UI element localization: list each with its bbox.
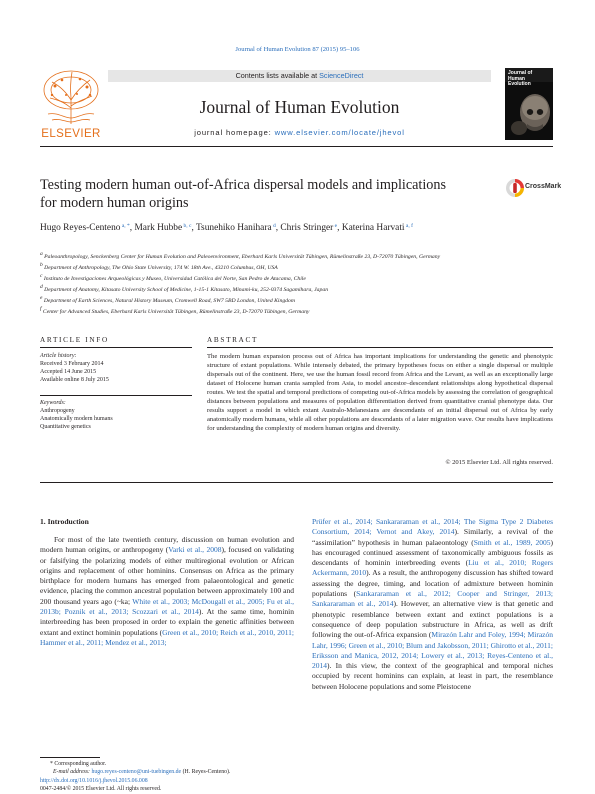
- abstract-heading: ABSTRACT: [207, 336, 259, 344]
- affiliation-marker: c: [40, 273, 44, 279]
- keywords-label: Keywords:: [40, 400, 66, 406]
- contents-bar: [108, 70, 491, 82]
- affiliation-marker: f: [40, 306, 43, 312]
- history-label: Article history:: [40, 353, 77, 359]
- footnote-corresponding: * Corresponding author.: [50, 761, 107, 767]
- affiliation-text: Department of Anthropology, The Ohio State University, 174 W. 18th Ave., 43210 Columbus, OH, USA: [44, 265, 278, 271]
- abstract-rule-top: [207, 347, 553, 348]
- article-info-heading: ARTICLE INFO: [40, 336, 109, 344]
- body-column-right: [312, 517, 553, 692]
- body-text: For most of the late twentieth century, discussion on human evolution and modern human origins, or anthropogeny (: [40, 535, 294, 555]
- homepage-prefix: journal homepage:: [194, 128, 275, 137]
- citation-link[interactable]: Liu et al., 2010; Rogers Ackermann, 2010: [312, 558, 553, 578]
- affiliation-text: Center for Advanced Studies, Eberhard Karls Universität Tübingen, Rümelinstraße 23, D-72070 Tübingen, Germany: [42, 309, 310, 315]
- citation-link[interactable]: Varki et al., 2008: [168, 545, 222, 555]
- citation-link[interactable]: Smith et al., 1989, 2005: [473, 537, 551, 547]
- journal-name: Journal of Human Evolution: [199, 97, 400, 117]
- keyword: Quantitative genetics: [40, 424, 91, 430]
- footnote-divider: [40, 757, 100, 758]
- history-received: Received 3 February 2014: [40, 361, 104, 367]
- author-affiliation-marker[interactable]: d: [271, 223, 276, 229]
- issn-line: 0047-2484/© 2015 Elsevier Ltd. All rights reserved.: [40, 786, 162, 792]
- crossmark-label: CrossMark: [525, 183, 562, 190]
- affiliation-text: Paleoanthropology, Senckenberg Center for Human Evolution and Paleoenvironment, Eberhard Karls Universität Tübingen, Rümelinstraße 23, D-72070 Tübingen, Germany: [44, 254, 441, 260]
- contents-prefix: Contents lists available at: [235, 71, 320, 80]
- journal-reference[interactable]: Journal of Human Evolution 87 (2015) 95–106: [235, 46, 360, 53]
- affiliation: [40, 261, 550, 272]
- affiliation: [40, 272, 550, 283]
- affiliation-marker: d: [40, 284, 45, 290]
- footnote-email: [40, 768, 300, 776]
- abstract-rule-bottom: [40, 482, 553, 483]
- affiliation: [40, 283, 550, 294]
- footnote-email-suffix: (H. Reyes-Centeno).: [181, 769, 231, 775]
- citation-link[interactable]: Prüfer et al., 2014; Sankararaman et al., 2014; The Sigma Type 2 Diabetes Consortium, 2014; Vernot and Akey, 2014: [312, 517, 553, 537]
- affiliation: [40, 250, 550, 261]
- author-name: Tsunehiko Hanihara: [195, 223, 272, 233]
- body-text: ). Similarly, a revival of the “assimilation” hypothesis in human palaeontology (: [312, 527, 553, 547]
- doi-link[interactable]: http://dx.doi.org/10.1016/j.jhevol.2015.06.008: [40, 778, 148, 784]
- footnotes: [40, 760, 300, 776]
- body-text: ). However, an alternative view is that genetic and phenotypic resemblance between extant and extinct populations is a consequence of deep population substructure in Africa, as well as drift following the out-of-Africa expansion (: [312, 599, 553, 640]
- affiliation: [40, 305, 550, 316]
- journal-homepage: [108, 128, 491, 137]
- sciencedirect-link[interactable]: ScienceDirect: [319, 71, 364, 80]
- citation-link[interactable]: White et al., 2003; McDougall et al., 2005; Fu et al., 2013b; Poznik et al., 2013; Scozzari et al., 2014: [40, 596, 294, 617]
- article-history: [40, 352, 192, 384]
- crossmark-icon: [505, 178, 525, 198]
- body-text: ). As a result, the anthropogeny discussion has shifted toward assessing the degree, timing, and location of admixture between hominin populations (: [312, 568, 553, 599]
- homepage-link[interactable]: www.elsevier.com/locate/jhevol: [274, 128, 405, 137]
- author-name: Hugo Reyes-Centeno: [40, 223, 121, 233]
- body-text: ). In this view, the context of the geographical and temporal niches occupied by recent hominins can explain, at least in part, the resemblance between Holocene populations and some Pleistocene: [312, 661, 553, 691]
- abstract-copyright: © 2015 Elsevier Ltd. All rights reserved.: [445, 459, 553, 466]
- author-affiliation-marker[interactable]: a, f: [404, 223, 413, 229]
- keyword: Anatomically modern humans: [40, 416, 113, 422]
- article-title: Testing modern human out-of-Africa dispersal models and implications for modern human origins: [40, 177, 447, 211]
- affiliation-marker: e: [40, 295, 44, 301]
- author-affiliation-marker[interactable]: a, *: [120, 223, 130, 229]
- author-list: Hugo Reyes-Centeno $^{a, *}$, Mark Hubbe $^{b, c}$, Tsunehiko Hanihara $^d$, Chris Stringer $^e$, Katerina Harvati $^{a, f}$: [40, 223, 413, 233]
- article-info-rule: [40, 347, 192, 348]
- affiliation-text: Department of Anatomy, Kitasato University School of Medicine, 1-15-1 Kitasato, Minami-ku, 252-0374 Sagamihara, Japan: [44, 287, 329, 293]
- citation-link[interactable]: Mirazón Lahr and Foley, 1994; Mirazón Lahr, 1996; Green et al., 2010; Blum and Jakobsson, 2011; Ghirotto et al., 2011; Eriksson and Manica, 2012, 2014; Lowery et al., 2013; Reyes-Centeno et al., 2014: [312, 630, 553, 671]
- author-name: Katerina Harvati: [341, 223, 405, 233]
- cover-title: Journal of Human Evolution: [508, 70, 533, 87]
- history-accepted: Accepted 14 June 2015: [40, 369, 97, 375]
- citation-link[interactable]: Sankararaman et al., 2012; Cooper and Stringer, 2013; Sankararaman et al., 2014: [312, 589, 553, 609]
- body-text: ), focused on validating or falsifying the polarizing models of either multiregional evolution or African origins and replacement of other hominins. Consensus on Africa as the primary birthplace for modern humans has emerged from palaeontological and genetic evidence, placing the common ancestral population between approximately 100 and 200 thousand years ago (~ka;: [40, 545, 294, 606]
- journal-cover-image[interactable]: [505, 68, 553, 140]
- history-online: Available online 8 July 2015: [40, 377, 109, 383]
- footnote-email-label: E-mail address:: [53, 769, 92, 775]
- doi-block: [40, 777, 340, 793]
- affiliation-marker: b: [40, 262, 45, 268]
- author-name: Mark Hubbe: [134, 223, 183, 233]
- affiliation: [40, 294, 550, 305]
- body-text: ). At the same time, hominin interbreeding has been proposed in order to explain the genetic affinities between extant and extinct hominin populations (: [40, 607, 294, 637]
- section-heading-introduction: 1. Introduction: [40, 517, 89, 526]
- keyword: Anthropogeny: [40, 408, 75, 414]
- publisher-name: ELSEVIER: [41, 128, 101, 140]
- affiliation-list: [40, 250, 550, 316]
- author-affiliation-marker[interactable]: b, c: [182, 223, 192, 229]
- citation-link[interactable]: Green et al., 2010; Reich et al., 2010, 2011; Hammer et al., 2011; Mendez et al., 2013;: [40, 627, 294, 647]
- author-affiliation-marker[interactable]: e: [333, 223, 338, 229]
- keywords: [40, 399, 192, 431]
- abstract-text: The modern human expansion process out of Africa has important implications for understanding the genetic and phenotypic structure of extant populations. While intensely debated, the primary hypotheses focus on either a single dispersal or multiple dispersals out of the continent. Here, we use the human fossil record from Africa and the Levant, as well as an exceptionally large dataset of Holocene human crania sampled from Asia, to model ancestor–descendant relationships along hypothetical dispersal routes. We test the spatial and temporal predictions of competing out-of-Africa models by assessing the correlation of geographical distances between populations and measures of population differentiation derived from quantitative cranial phenotype data. Our results support a model in which extant Australo-Melanesians are descendants of an initial dispersal out of Africa by early anatomically modern humans, while all other populations are descendants of a later migration wave. Our results have implications for understanding the complexity of modern human origins and diversity.: [207, 353, 553, 432]
- journal-header: [108, 70, 491, 142]
- body-column-left: [40, 535, 294, 648]
- affiliation-text: Department of Earth Sciences, Natural History Museum, Cromwell Road, SW7 5BD London, United Kingdom: [43, 298, 295, 304]
- history-divider: [40, 395, 192, 396]
- header-divider: [40, 146, 553, 147]
- author-name: Chris Stringer: [280, 223, 334, 233]
- body-text: ) has encouraged continued assessment of taxonomically ambiguous fossils as descendants of hominin interbreeding events (: [312, 537, 553, 568]
- affiliation-text: Instituto de Investigaciones Arqueológicas y Museo, Universidad Católica del Norte, San Pedro de Atacama, Chile: [43, 276, 306, 282]
- affiliation-marker: a: [40, 251, 45, 257]
- email-link[interactable]: hugo.reyes-centeno@uni-tuebingen.de: [91, 769, 182, 775]
